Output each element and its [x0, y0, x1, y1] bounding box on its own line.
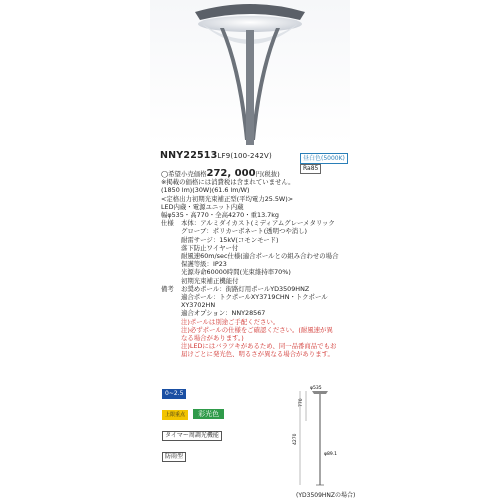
dim-sub-badge: 上限重点	[162, 410, 188, 420]
rain-badge: 防雨型	[162, 452, 186, 462]
spec-line: 光源寿命60000時間(光束維持率70%)	[181, 268, 291, 277]
size-line: 幅φ535・高770・全高4270・重13.7kg	[161, 211, 279, 220]
note-line: 届けごとに発光色、明るさが異なる場合があります。	[181, 350, 334, 359]
rated-line: <定格出力初期光束補正型(平均電力25.5W)>	[161, 194, 294, 203]
color-badge: 彩光色	[193, 409, 224, 419]
remark-line: 適合オプション：NNY28567	[181, 309, 266, 318]
remark-line: お奨めポール：街路灯用ポールYD3509HNZ	[181, 284, 310, 293]
tax-note: ※掲載の価格には消費税は含まれていません。	[161, 178, 295, 187]
remark-line: XY3702HN	[181, 301, 216, 310]
unit-line: LED内蔵・電源ユニット内蔵	[161, 202, 244, 211]
dim-badge: 0~2.5	[162, 389, 186, 399]
model-main: NNY22513	[160, 150, 218, 161]
note-line: 注)ポールは別途ご手配ください。	[181, 317, 280, 326]
feature-badges	[162, 380, 224, 464]
price-label: ◯希望小売価格	[161, 170, 207, 178]
color-temp-badge: 昼白色(5000K)	[300, 153, 348, 164]
ra-badge: Ra85	[300, 164, 321, 174]
remarks-label: 備考	[161, 284, 174, 293]
spec-line: 保護等級：IP23	[181, 260, 227, 269]
spec-label: 仕様	[161, 219, 174, 228]
spec-line: グローブ：ポリカーボネート(透明つや消し)	[181, 227, 308, 236]
note-line: なる場合があります。)	[181, 334, 244, 343]
voltage: (100-242V)	[230, 152, 272, 160]
spec-line: 耐風速60m/sec仕様(適合ポールとの組み合わせの場合	[181, 252, 339, 261]
model-suffix: LF9	[217, 152, 231, 160]
price-unit: 円(税抜)	[255, 170, 280, 178]
spec-block	[161, 170, 338, 359]
dim-top-label: φ535	[310, 386, 322, 391]
model-number	[160, 150, 272, 161]
spec-line: 耐雷サージ：15kV(コモンモード)	[181, 235, 279, 244]
dimension-diagram	[280, 385, 380, 490]
spec-line: 初期光束補正機能付	[181, 276, 239, 285]
note-line: 注)LEDにはバラツキがあるため、同一品番商品でもお	[181, 342, 337, 351]
diagram-caption: (YD3509HNZの場合)	[296, 492, 356, 499]
remark-line: 適合ポール：トクポールXY3719CHN・トクポール	[181, 293, 328, 302]
spec-line: 落下防止ワイヤー付	[181, 243, 239, 252]
luminaire-shape	[312, 391, 328, 394]
spec-line: 本体：アルミダイカスト(ミディアムグレーメタリック	[181, 219, 335, 228]
price-value: 272, 000	[206, 168, 256, 179]
timer-badge: タイマー周調光機能	[162, 431, 222, 441]
lumen-line: (1850 lm)(30W)(61.6 lm/W)	[161, 186, 250, 195]
dim-pole-label: φ89.1	[324, 452, 337, 457]
dim-mid-label: 770	[299, 398, 304, 407]
product-photo	[150, 0, 350, 145]
note-line: 注)必ずポールの仕様をご確認ください。(耐風速が異	[181, 325, 333, 334]
dim-total-label: 4270	[293, 433, 298, 445]
